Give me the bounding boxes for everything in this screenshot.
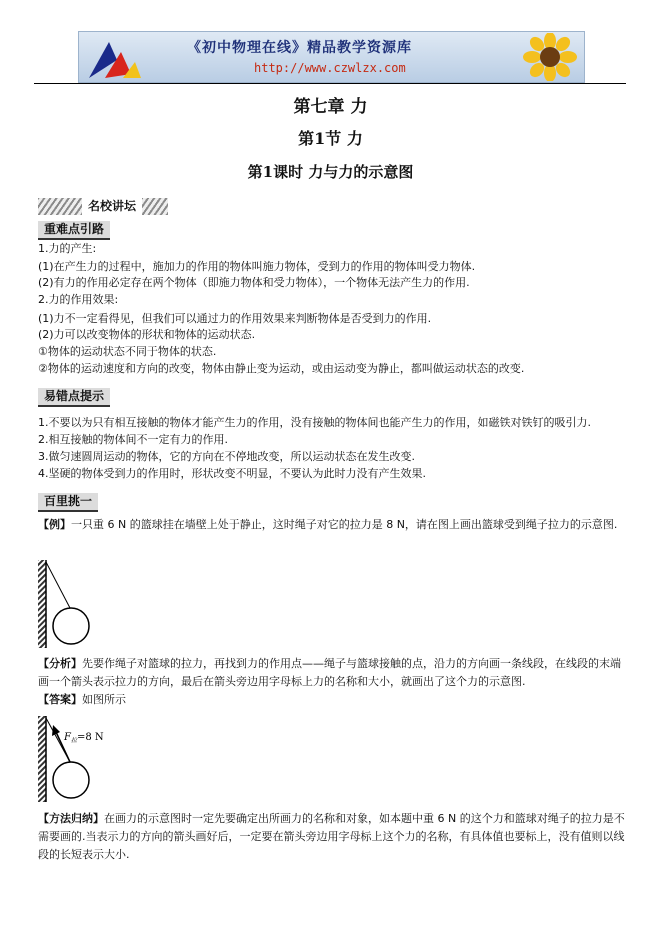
key-point-7: ①物体的运动状态不同于物体的状态.: [38, 345, 217, 358]
key-point-6: (2)力可以改变物体的形状和物体的运动状态.: [38, 328, 256, 341]
banner-url[interactable]: http://www.czwlzx.com: [254, 61, 406, 75]
sunflower-icon: [520, 33, 580, 81]
key-points-tag: 重难点引路: [38, 221, 110, 240]
force-arrow-head: [52, 725, 60, 736]
famous-school-label: 名校讲坛: [82, 198, 142, 215]
example-label: 【例】: [38, 518, 71, 531]
basketball-circle: [53, 608, 89, 644]
example-body: 一只重 6 N 的篮球挂在墙壁上处于静止，这时绳子对它的拉力是 8 N，请在图上画出篮球受到绳子拉力的示意图.: [71, 518, 618, 531]
rope-line: [46, 562, 70, 608]
basketball-circle: [53, 762, 89, 798]
key-point-8: ②物体的运动速度和方向的改变，物体由静止变为运动，或由运动变为静止，都叫做运动状态的改变.: [38, 362, 525, 375]
method-label: 【方法归纳】: [38, 812, 104, 825]
mistake-1: 1.不要以为只有相互接触的物体才能产生力的作用，没有接触的物体间也能产生力的作用，如磁铁对铁钉的吸引力.: [38, 416, 591, 429]
lesson-title: 第1课时 力与力的示意图: [247, 163, 414, 181]
mistake-3: 3.做匀速圆周运动的物体，它的方向在不停地改变，所以运动状态在发生改变.: [38, 450, 415, 463]
answer-label: 【答案】: [38, 693, 82, 706]
answer-figure: [38, 716, 148, 804]
ball-on-wall-figure: [38, 558, 98, 650]
header-banner: [78, 31, 585, 83]
key-point-1: 1.力的产生:: [38, 242, 97, 255]
method-body: 在画力的示意图时一定先要确定出所画力的名称和对象，如本题中重 6 N 的这个力和篮球对绳子的拉力是不需要画的.当表示力的方向的箭头画好后，一定要在箭头旁边用字母标上这个力的名称，有具体值也要标上，没有值则以线段的长短表示大小.: [38, 812, 625, 861]
section-title: 第1节 力: [298, 129, 363, 148]
practice-tag: 百里挑一: [38, 493, 98, 512]
banner-title: 《初中物理在线》精品教学资源库: [187, 40, 412, 56]
mistake-tip-tag: 易错点提示: [38, 388, 110, 407]
force-label: $F_拉=8$ N: [64, 732, 104, 744]
header-rule: [34, 83, 626, 84]
example-text: [38, 516, 628, 534]
chapter-title: 第七章 力: [293, 97, 368, 117]
analysis-text: [38, 655, 628, 691]
key-point-2: (1)在产生力的过程中，施加力的作用的物体叫施力物体，受到力的作用的物体叫受力物体.: [38, 260, 476, 273]
force-subscript: 拉: [70, 737, 77, 744]
site-logo-icon: [83, 34, 145, 80]
key-point-4: 2.力的作用效果:: [38, 293, 119, 306]
wall-hatch: [38, 560, 46, 648]
famous-school-tag: [38, 198, 168, 215]
answer-body: 如图所示: [82, 693, 126, 706]
analysis-body: 先要作绳子对篮球的拉力，再找到力的作用点——绳子与篮球接触的点，沿力的方向画一条线段，在线段的末端画一个箭头表示拉力的方向，最后在箭头旁边用字母标上力的名称和大小，就画出了这个力的示意图.: [38, 657, 621, 688]
force-value: =8 N: [76, 732, 104, 743]
mistake-4: 4.坚硬的物体受到力的作用时，形状改变不明显，不要认为此时力没有产生效果.: [38, 467, 426, 480]
answer-text: [38, 693, 628, 707]
method-text: [38, 810, 628, 864]
wall-hatch: [38, 716, 46, 802]
key-point-3: (2)有力的作用必定存在两个物体（即施力物体和受力物体），一个物体无法产生力的作用.: [38, 276, 470, 289]
analysis-label: 【分析】: [38, 657, 82, 670]
key-point-5: (1)力不一定看得见，但我们可以通过力的作用效果来判断物体是否受到力的作用.: [38, 312, 432, 325]
mistake-2: 2.相互接触的物体间不一定有力的作用.: [38, 433, 228, 446]
